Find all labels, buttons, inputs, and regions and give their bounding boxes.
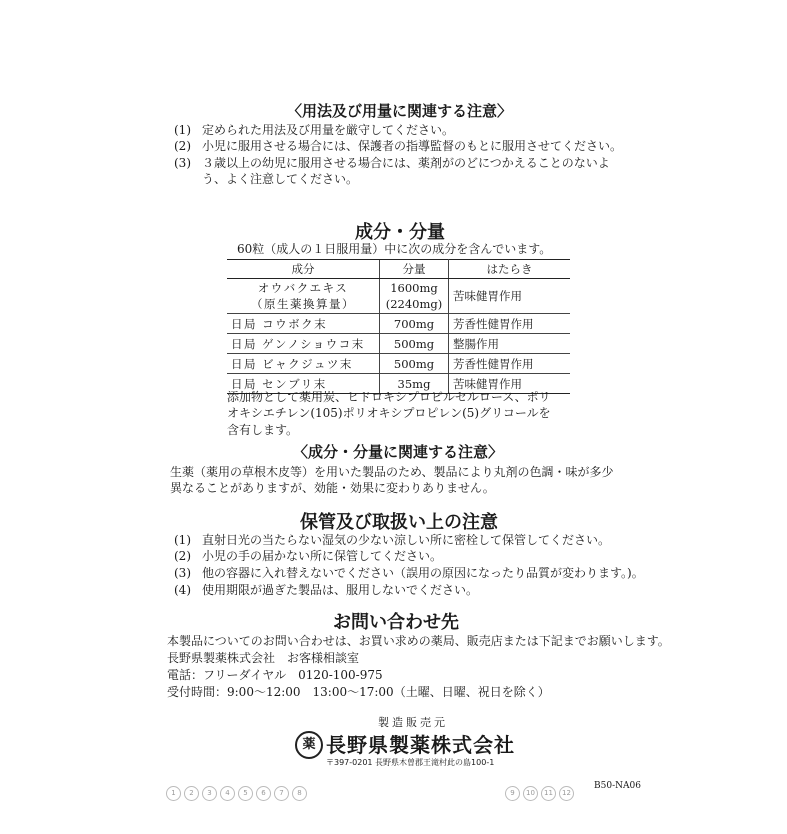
print-marker: 7 (274, 786, 289, 801)
contact-company: 長野県製薬株式会社 お客様相談室 (167, 651, 360, 665)
table-row (227, 279, 570, 314)
print-marker: 12 (559, 786, 574, 801)
row-amount: 500mg (380, 354, 449, 374)
print-marker: 2 (184, 786, 199, 801)
table-row (227, 334, 570, 354)
contact-line-1: 本製品についてのお問い合わせは、お買い求めの薬局、販売店または下記までお願いします。 (167, 634, 670, 648)
row-action: 整腸作用 (449, 334, 571, 354)
storage-item-2: (2) 小児の手の届かない所に保管してください。 (174, 549, 443, 563)
header-action: はたらき (449, 260, 571, 279)
ingredients-title: 成分・分量 (355, 222, 445, 243)
usage-item-3-cont: う、よく注意してください。 (202, 172, 359, 186)
row-name: 日局 センブリ末 (227, 374, 380, 394)
print-marker: 5 (238, 786, 253, 801)
usage-item-1: (1) 定められた用法及び用量を厳守してください。 (174, 123, 455, 137)
row-amount: 500mg (380, 334, 449, 354)
usage-item-2: (2) 小児に服用させる場合には、保護者の指導監督のもとに服用させてください。 (174, 139, 623, 153)
usage-item-3: (3) ３歳以上の幼児に服用させる場合には、薬剤がのどにつかえることのないよ (174, 156, 610, 170)
additives-line-3: 含有します。 (227, 423, 299, 437)
company-seal-icon: 薬 (295, 731, 323, 759)
table-row (227, 314, 570, 334)
contact-phone: 電話：フリーダイヤル 0120-100-975 (167, 668, 383, 682)
row-name: 日局 ビャクジュツ末 (227, 354, 380, 374)
row-amount: 700mg (380, 314, 449, 334)
row-name: オウバクエキス （原生薬換算量） (227, 279, 380, 314)
maker-label: 製造販売元 (378, 716, 448, 729)
print-marker: 1 (166, 786, 181, 801)
print-markers-right (505, 780, 577, 801)
usage-title: 〈用法及び用量に関連する注意〉 (287, 102, 513, 120)
ingredient-notes-title: 〈成分・分量に関連する注意〉 (293, 443, 504, 461)
print-marker: 10 (523, 786, 538, 801)
storage-item-1: (1) 直射日光の当たらない湿気の少ない涼しい所に密栓して保管してください。 (174, 533, 611, 547)
table-header-row (227, 260, 570, 279)
row-name: 日局 ゲンノショウコ末 (227, 334, 380, 354)
row-action: 苦味健胃作用 (449, 374, 571, 394)
contact-hours: 受付時間：9:00～12:00 13:00～17:00（土曜、日曜、祝日を除く） (167, 685, 550, 699)
maker-name: 長野県製薬株式会社 (326, 733, 515, 757)
storage-title: 保管及び取扱い上の注意 (300, 512, 498, 533)
row-amount: 35mg (380, 374, 449, 394)
ingredients-intro: 60粒（成人の１日服用量）中に次の成分を含んでいます。 (237, 242, 552, 256)
additives-line-2: オキシエチレン(105)ポリオキシプロピレン(5)グリコールを (227, 406, 551, 420)
print-marker: 3 (202, 786, 217, 801)
document-code: B50-NA06 (594, 781, 641, 791)
maker-address: 〒397-0201 長野県木曽郡王滝村此の島100-1 (326, 758, 495, 767)
storage-item-3: (3) 他の容器に入れ替えないでください（誤用の原因になったり品質が変わります。)。 (174, 566, 644, 580)
contact-title: お問い合わせ先 (333, 612, 459, 633)
print-markers-left (166, 780, 310, 801)
header-name: 成分 (227, 260, 380, 279)
row-action: 芳香性健胃作用 (449, 354, 571, 374)
storage-item-4: (4) 使用期限が過ぎた製品は、服用しないでください。 (174, 583, 479, 597)
row-action: 苦味健胃作用 (449, 279, 571, 314)
print-marker: 4 (220, 786, 235, 801)
ingredients-table (227, 259, 570, 394)
print-marker: 6 (256, 786, 271, 801)
ingredient-notes-line-2: 異なることがありますが、効能・効果に変わりありません。 (170, 481, 495, 495)
table-row (227, 354, 570, 374)
row-name: 日局 コウボク末 (227, 314, 380, 334)
ingredient-notes-line-1: 生薬（薬用の草根木皮等）を用いた製品のため、製品により丸剤の色調・味が多少 (170, 465, 614, 479)
row-amount: 1600mg (2240mg) (380, 279, 449, 314)
print-marker: 8 (292, 786, 307, 801)
header-amount: 分量 (380, 260, 449, 279)
print-marker: 11 (541, 786, 556, 801)
row-action: 芳香性健胃作用 (449, 314, 571, 334)
print-marker: 9 (505, 786, 520, 801)
additives-line-1: 添加物として薬用炭、ヒドロキシプロピルセルロース、ポリ (227, 390, 551, 404)
